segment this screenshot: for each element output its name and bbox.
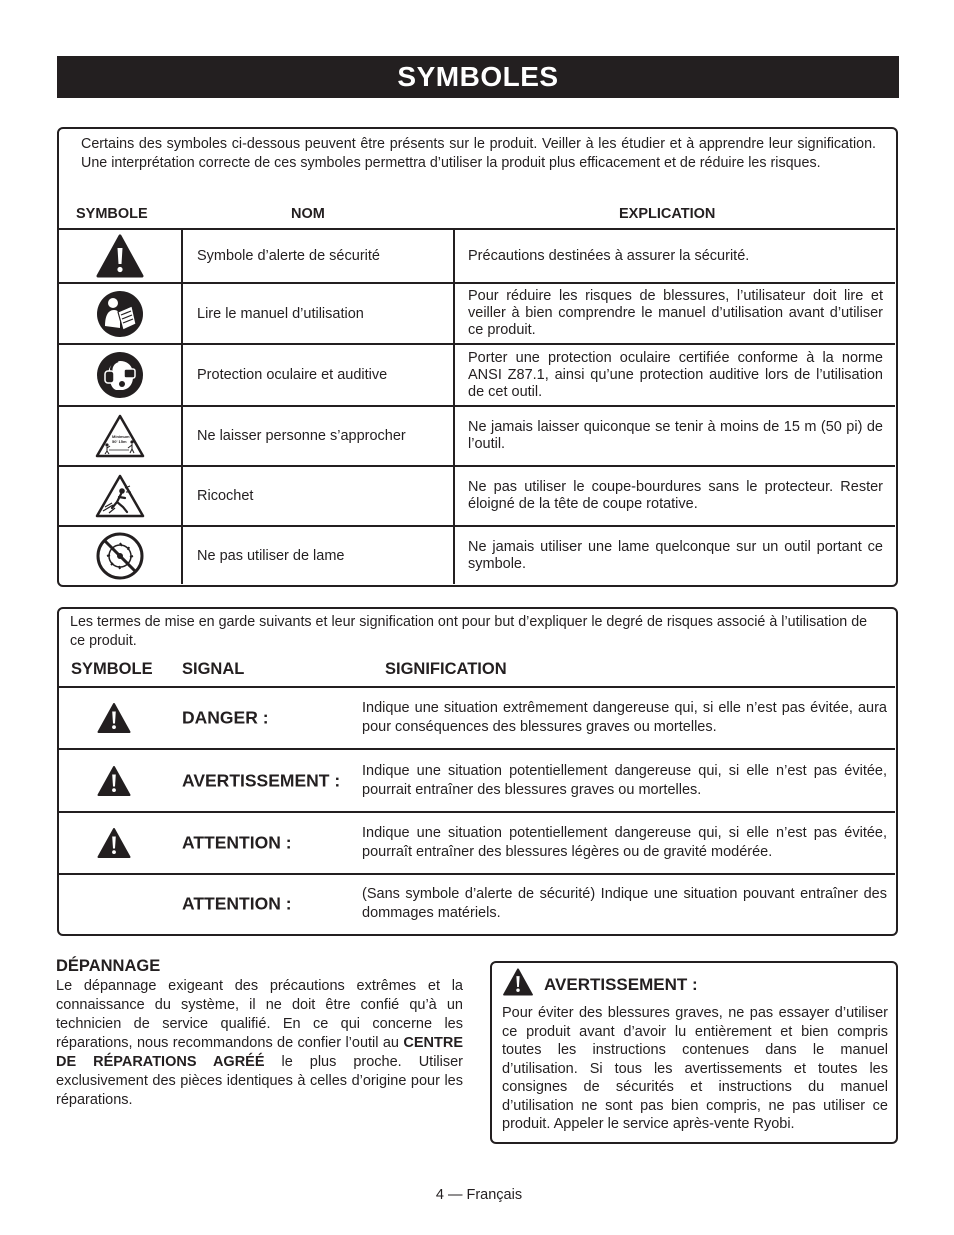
symbol-name: Protection oculaire et auditive [183, 345, 455, 405]
signal-words-table [57, 607, 898, 936]
table-row [59, 343, 895, 405]
header-symbol: SYMBOLE [76, 206, 148, 222]
table-row [59, 873, 895, 933]
symbol-name: Ricochet [183, 467, 455, 525]
symbol-explanation: Ne pas utiliser le coupe-bourdures sans le protecteur. Rester éloigné de la tête de coupe rotative. [468, 479, 883, 512]
symbol-explanation: Précautions destinées à assurer la sécurité. [468, 247, 750, 264]
ricochet-icon [95, 474, 145, 518]
svg-text:50' 15m: 50' 15m [112, 439, 127, 444]
safety-alert-icon [97, 765, 131, 796]
table-row [59, 525, 895, 584]
table-row [59, 405, 895, 465]
symbol-name: Ne laisser personne s’approcher [183, 407, 455, 465]
safety-alert-icon [97, 828, 131, 859]
symbol-explanation: Pour réduire les risques de blessures, l’utilisateur doit lire et veiller à bien comprendre le manuel d’utilisation avant d’utiliser ce produit. [468, 288, 883, 338]
signal-meaning: (Sans symbole d’alerte de sécurité) Indique une situation pouvant entraîner des dommages matériels. [362, 886, 887, 921]
table-row [59, 282, 895, 343]
signal-meaning: Indique une situation potentiellement dangereuse qui, si elle n’est pas évitée, pourraît entraîner des blessures légères ou de gravité modérée. [362, 825, 887, 860]
signal-word: ATTENTION : [182, 832, 292, 853]
page-number: 4 [435, 1187, 444, 1203]
table-row [59, 228, 895, 282]
symbol-name: Lire le manuel d’utilisation [183, 284, 455, 343]
table-row [59, 748, 895, 811]
table-row [59, 686, 895, 748]
symbol-explanation: Ne jamais utiliser une lame quelconque sur un outil portant ce symbole. [468, 538, 883, 572]
safety-alert-icon [97, 703, 131, 734]
page-footer: 4 — Français [435, 1187, 523, 1203]
signals-intro: Les termes de mise en garde suivants et leur signification ont pour but d’expliquer le degré de risques associé à l’utilisation de ce produit. [70, 614, 868, 649]
keep-bystanders-away-icon [95, 414, 145, 458]
header-signal: SIGNAL [182, 660, 245, 678]
symbols-intro: Certains des symboles ci-dessous peuvent être présents sur le produit. Veiller à les étudier et à apprendre leur signification. Une interprétation correcte de ces symboles permettra d’utiliser la produit plus efficacement et de réduire les risques. [81, 136, 876, 171]
symbol-name: Ne pas utiliser de lame [183, 527, 455, 584]
header-symbol: SYMBOLE [71, 660, 153, 678]
warning-box [490, 961, 898, 1144]
header-explanation: EXPLICATION [619, 206, 716, 222]
signal-meaning: Indique une situation potentiellement dangereuse qui, si elle n’est pas évitée, pourrait entraîner des blessures graves ou mortelles. [362, 762, 887, 798]
depannage-text: Le dépannage exigeant des précautions extrêmes et la connaissance du système, il ne doit être confié qu’à un technicien de service qualifié. En ce qui concerne les réparations, nous recommandons de confier l’outil au CENTRE DE RÉPARATIONS AGRÉÉ le plus proche. Utiliser exclusivement des pièces identiques à celles d’origine pour les réparations. [56, 978, 463, 1108]
header-meaning: SIGNIFICATION [385, 660, 507, 678]
signal-word: AVERTISSEMENT : [182, 770, 341, 790]
table-row [59, 465, 895, 525]
signal-word: ATTENTION : [182, 893, 292, 914]
table-row [59, 811, 895, 873]
symbol-explanation: Ne jamais laisser quiconque se tenir à moins de 15 m (50 pi) de l’outil. [468, 419, 883, 452]
warning-title: AVERTISSEMENT : [544, 975, 698, 994]
warning-triangle-icon [502, 968, 534, 996]
no-blade-icon [95, 531, 145, 581]
depannage-title: DÉPANNAGE [56, 957, 161, 975]
page-title: SYMBOLES [57, 56, 899, 98]
signal-meaning: Indique une situation extrêmement dangereuse qui, si elle n’est pas évitée, aura pour conséquences des blessures graves ou mortelles. [362, 700, 887, 735]
eye-ear-protection-icon [96, 351, 144, 399]
warning-text: Pour éviter des blessures graves, ne pas essayer d’utiliser ce produit avant d’avoir lu entièrement et bien compris toutes les instructions contenues dans le manuel d’utilisation. Si tous les avertissements et toutes les consignes de sécurités et instructions du manuel d’utilisation ne sont pas bien compris, ne pas utiliser ce produit. Appeler le service après-vente Ryobi. [502, 1005, 888, 1132]
safety-alert-icon [96, 234, 144, 278]
authorized-service-center: CENTRE DE RÉPARATIONS AGRÉÉ [56, 1035, 463, 1070]
svg-text:Minimum: Minimum [112, 434, 130, 439]
symbol-explanation: Porter une protection oculaire certifiée conforme à la norme ANSI Z87.1, ainsi qu’une protection auditive lors de l’utilisation de cet outil. [468, 349, 883, 400]
signal-word: DANGER : [182, 707, 269, 728]
footer-language: Français [466, 1187, 523, 1203]
symbols-table [57, 127, 898, 587]
read-manual-icon [96, 290, 144, 338]
header-name: NOM [291, 206, 325, 222]
symbol-name: Symbole d’alerte de sécurité [183, 230, 455, 282]
